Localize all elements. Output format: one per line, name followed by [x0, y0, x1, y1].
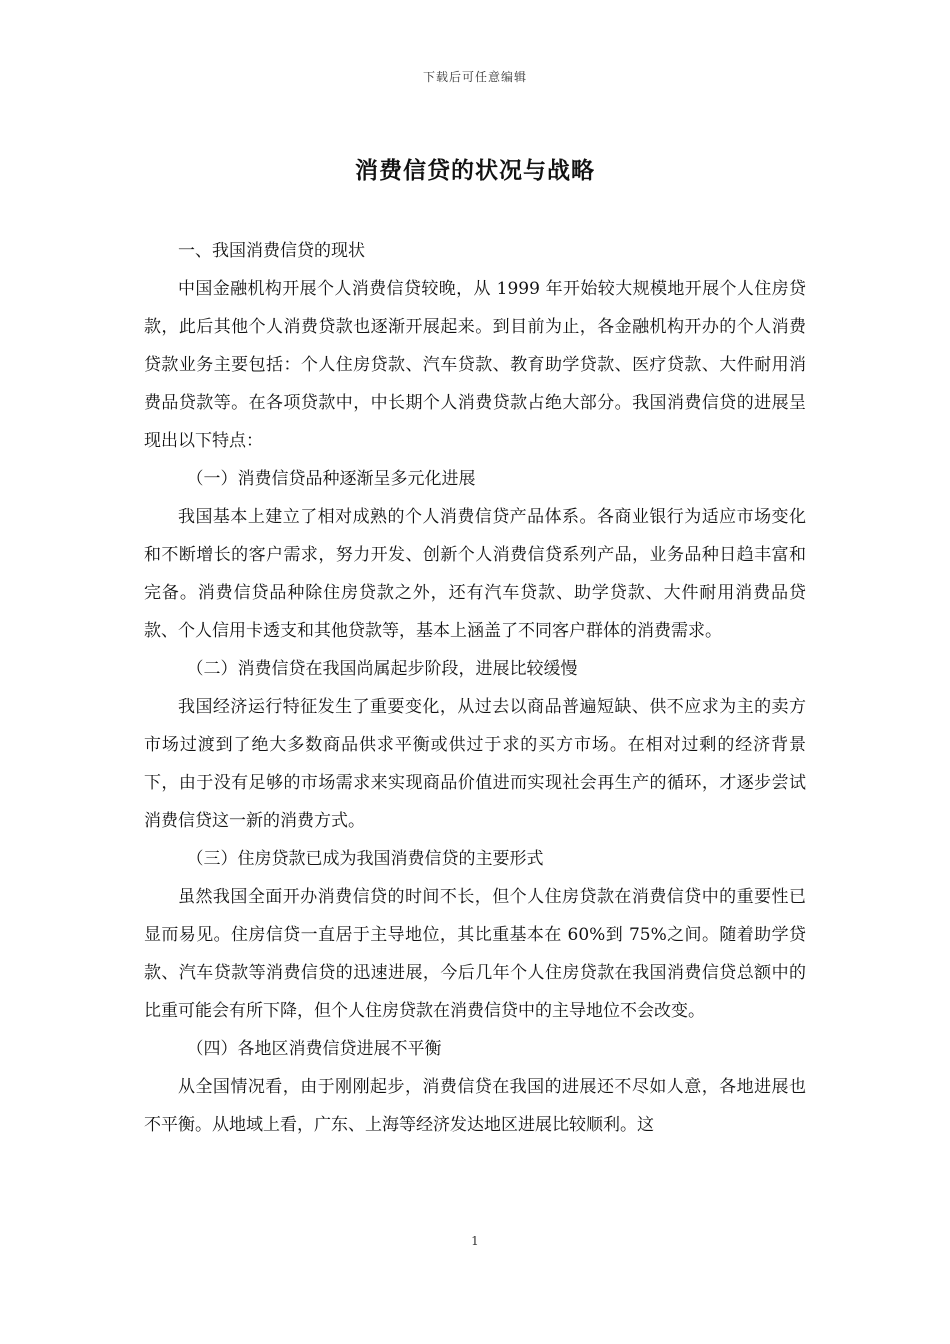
page-number: 1: [471, 1234, 479, 1248]
subsection-heading: （四）各地区消费信贷进展不平衡: [186, 1039, 442, 1059]
subsection-heading: （二）消费信贷在我国尚属起步阶段，进展比较缓慢: [186, 659, 578, 679]
paragraph: 虽然我国全面开办消费信贷的时间不长，但个人住房贷款在消费信贷中的重要性已显而易见。住房信贷一直居于主导地位，其比重基本在 60%到 75%之间。随着助学贷款、汽车贷款等消费信贷的迅速进展，今后几年个人住房贷款在我国消费信贷总额中的比重可能会有所下降，但个人住房贷款在消费信贷中的主导地位不会改变。: [144, 887, 806, 1021]
subsection-heading: （一）消费信贷品种逐渐呈多元化进展: [186, 469, 476, 489]
document-body: [144, 232, 806, 1144]
paragraph: 我国基本上建立了相对成熟的个人消费信贷产品体系。各商业银行为适应市场变化和不断增长的客户需求，努力开发、创新个人消费信贷系列产品，业务品种日趋丰富和完备。消费信贷品种除住房贷款之外，还有汽车贷款、助学贷款、大件耐用消费品贷款、个人信用卡透支和其他贷款等，基本上涵盖了不同客户群体的消费需求。: [144, 507, 806, 641]
paragraph: 我国经济运行特征发生了重要变化，从过去以商品普遍短缺、供不应求为主的卖方市场过渡到了绝大多数商品供求平衡或供过于求的买方市场。在相对过剩的经济背景下，由于没有足够的市场需求来实现商品价值进而实现社会再生产的循环，才逐步尝试消费信贷这一新的消费方式。: [144, 697, 806, 831]
section-heading: 一、我国消费信贷的现状: [178, 241, 365, 261]
header-note: 下载后可任意编辑: [422, 70, 527, 84]
subsection-heading: （三）住房贷款已成为我国消费信贷的主要形式: [186, 849, 544, 869]
paragraph: 中国金融机构开展个人消费信贷较晚，从 1999 年开始较大规模地开展个人住房贷款，此后其他个人消费贷款也逐渐开展起来。到目前为止，各金融机构开办的个人消费贷款业务主要包括：个人住房贷款、汽车贷款、教育助学贷款、医疗贷款、大件耐用消费品贷款等。在各项贷款中，中长期个人消费贷款占绝大部分。我国消费信贷的进展呈现出以下特点：: [144, 279, 806, 451]
document-title: 消费信贷的状况与战略: [355, 157, 595, 184]
paragraph: 从全国情况看，由于刚刚起步，消费信贷在我国的进展还不尽如人意，各地进展也不平衡。从地域上看，广东、上海等经济发达地区进展比较顺利。这: [144, 1077, 806, 1135]
